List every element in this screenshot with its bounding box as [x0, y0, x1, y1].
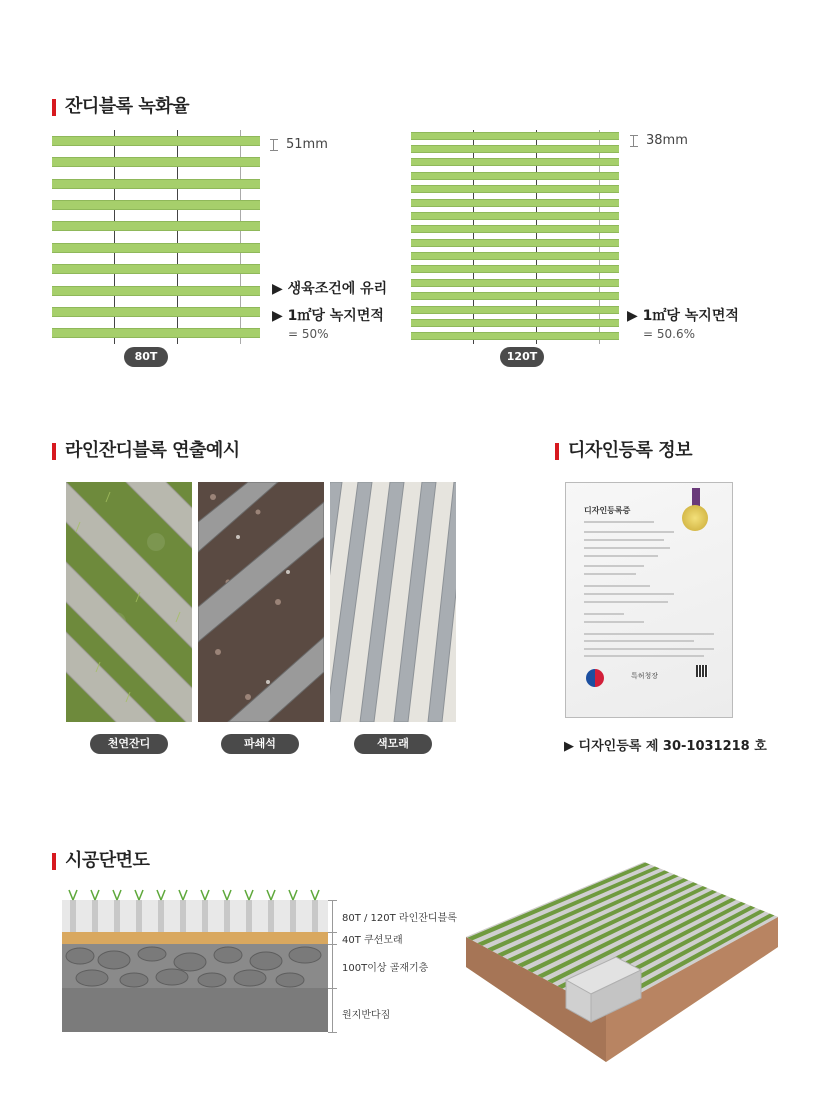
green-ratio-120t: = 50.6% — [643, 327, 695, 341]
badge-120t: 120T — [500, 347, 544, 367]
grass-stripe — [52, 136, 260, 146]
cross-section-diagram — [62, 888, 328, 1032]
grass-stripe — [52, 200, 260, 210]
grass-stripe — [411, 319, 619, 327]
grass-stripe — [52, 264, 260, 274]
layer-label-blocks: 80T / 120T 라인잔디블록 — [342, 913, 457, 924]
green-area-bullet-80t: ▶ 1㎡당 녹지면적 — [272, 308, 384, 324]
certificate-heading: 디자인등록증 — [584, 506, 631, 515]
grass-stripe — [411, 172, 619, 180]
dimension-mark — [270, 139, 278, 151]
gold-seal-icon — [682, 505, 708, 531]
section-title-design: 디자인등록 정보 — [555, 440, 692, 462]
label-crushed-stone: 파쇄석 — [221, 734, 299, 754]
block-diagram-120t — [411, 130, 619, 344]
grass-stripe — [411, 225, 619, 233]
qr-code-icon — [696, 665, 708, 677]
growth-bullet: ▶ 생육조건에 유리 — [272, 281, 388, 297]
dimension-mark — [630, 135, 638, 147]
thickness-120t: 38mm — [646, 133, 688, 148]
grass-stripe — [411, 185, 619, 193]
design-certificate-image — [565, 482, 733, 718]
grass-stripe — [411, 292, 619, 300]
badge-80t: 80T — [124, 347, 168, 367]
grass-stripe — [411, 145, 619, 153]
thickness-80t: 51mm — [286, 137, 328, 152]
registration-number: ▶ 디자인등록 제 30-1031218 호 — [564, 739, 767, 754]
green-ratio-80t: = 50% — [288, 327, 329, 341]
block-diagram-80t — [52, 130, 260, 344]
section-title-greening: 잔디블록 녹화율 — [52, 96, 189, 118]
grass-stripe — [411, 239, 619, 247]
grass-stripe — [411, 332, 619, 340]
layer-label-subgrade: 원지반다짐 — [342, 1010, 391, 1021]
emblem-icon — [586, 669, 604, 687]
grass-stripe — [411, 212, 619, 220]
grass-stripe — [52, 307, 260, 317]
section-title-section-view: 시공단면도 — [52, 850, 149, 872]
grass-stripe — [52, 179, 260, 189]
grass-stripe — [411, 265, 619, 273]
grass-stripe — [411, 252, 619, 260]
grass-stripe — [411, 199, 619, 207]
crushed-stone-photo — [198, 482, 324, 722]
grass-stripe — [52, 221, 260, 231]
natural-grass-photo — [66, 482, 192, 722]
grass-stripe — [52, 286, 260, 296]
grass-stripe — [411, 132, 619, 140]
layer-bracket — [332, 900, 333, 1032]
green-area-bullet-120t: ▶ 1㎡당 녹지면적 — [627, 308, 739, 324]
grass-stripe — [411, 306, 619, 314]
layer-label-aggregate: 100T이상 골재기층 — [342, 963, 429, 974]
colored-sand-photo — [330, 482, 456, 722]
section-title-examples: 라인잔디블록 연출예시 — [52, 440, 240, 462]
label-colored-sand: 색모래 — [354, 734, 432, 754]
label-natural-grass: 천연잔디 — [90, 734, 168, 754]
grass-stripe — [411, 158, 619, 166]
grass-stripe — [411, 279, 619, 287]
block-3d-render — [466, 862, 786, 1072]
grass-stripe — [52, 328, 260, 338]
certificate-office: 특허청장 — [631, 672, 659, 680]
layer-label-cushion-sand: 40T 쿠션모래 — [342, 935, 403, 946]
grass-stripe — [52, 157, 260, 167]
grass-stripe — [52, 243, 260, 253]
